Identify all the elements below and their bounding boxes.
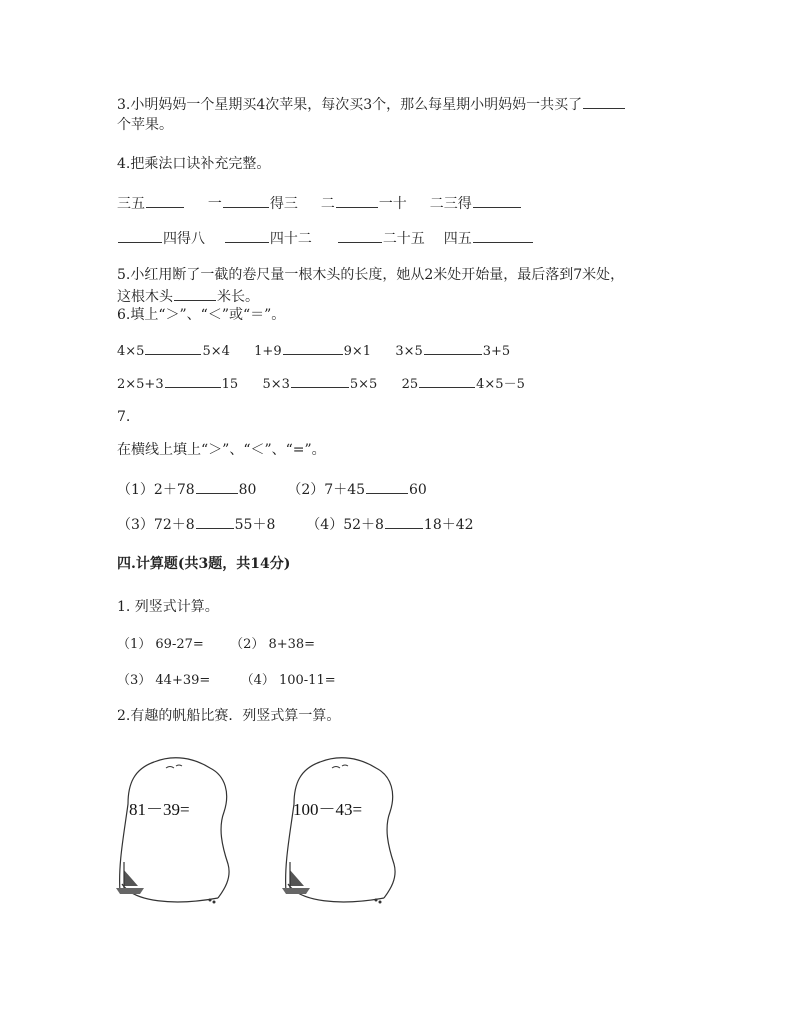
q7-blank[interactable] [196, 514, 234, 529]
calc1-title: 1. 列竖式计算。 [117, 599, 219, 615]
q3-line2: 个苹果。 [117, 117, 173, 133]
calc1-row1 [117, 636, 315, 654]
q7-blank[interactable] [385, 514, 423, 529]
q7-expr: （1）2＋78 [117, 482, 195, 498]
q4-r2-part: 四五 [443, 231, 472, 247]
q4-title: 4.把乘法口诀补充完整。 [117, 156, 271, 172]
q5-text: 米长。 [217, 289, 259, 305]
q4-row1 [117, 193, 522, 213]
q6-expr: 1+9 [254, 344, 282, 359]
q6-expr: 4×5 [117, 344, 145, 359]
q4-r1-part: 一 [207, 196, 222, 212]
q6-expr: 4×5－5 [476, 377, 525, 392]
q6-expr: 3×5 [395, 344, 423, 359]
q7-expr: （4）52＋8 [306, 517, 384, 533]
q4-blank[interactable] [225, 228, 269, 243]
q6-expr: 5×3 [262, 377, 290, 392]
q4-blank[interactable] [338, 228, 382, 243]
q4-blank[interactable] [336, 193, 378, 208]
q7-blank[interactable] [366, 479, 408, 494]
q7-expr: 60 [409, 482, 427, 498]
calc1-item: （1） 69-27= [117, 637, 204, 652]
q7-row2 [117, 514, 474, 534]
q7-expr: 80 [238, 482, 257, 498]
calc1-item: （2） 8+38= [230, 637, 316, 652]
q6-expr: 5×4 [202, 344, 230, 359]
q6-blank[interactable] [424, 340, 482, 355]
q6-row1 [117, 340, 510, 361]
q5-line2 [117, 286, 259, 306]
q4-row2 [117, 228, 534, 248]
q7-expr: 18＋42 [423, 517, 474, 533]
q4-r1-part: 三五 [117, 196, 145, 212]
q6-expr: 5×5 [349, 377, 378, 392]
sailboat-bubble-1 [114, 754, 239, 906]
q7-expr: （3）72＋8 [117, 517, 195, 533]
q4-blank[interactable] [118, 228, 162, 243]
q5-text: 这根木头 [117, 289, 173, 305]
q4-r1-part: 二三得 [429, 196, 472, 212]
q7-row1 [117, 479, 427, 499]
q6-row2 [117, 373, 525, 394]
q3-answer-blank[interactable] [583, 94, 625, 109]
q5-line1: 5.小红用断了一截的卷尺量一根木头的长度，她从2米处开始量，最后落到7米处， [117, 267, 625, 283]
q6-blank[interactable] [145, 340, 201, 355]
q5-answer-blank[interactable] [174, 286, 216, 301]
calc1-row2 [117, 672, 336, 690]
q6-expr: 25 [401, 377, 419, 392]
q6-blank[interactable] [291, 373, 349, 388]
q7-title: 在横线上填上“＞”、“＜”、“=”。 [117, 442, 326, 458]
q6-expr: 15 [221, 377, 239, 392]
calc1-item: （3） 44+39= [117, 673, 211, 688]
section-heading: 四.计算题(共3题，共14分) [117, 556, 291, 572]
calc2-expr-2: 100－43= [293, 800, 363, 819]
q7-number: 7. [117, 409, 131, 425]
q7-blank[interactable] [196, 479, 238, 494]
q7-expr: 55＋8 [234, 517, 276, 533]
q4-r1-part: 得三 [269, 196, 298, 212]
q6-expr: 2×5+3 [117, 377, 164, 392]
q4-r1-part: 一十 [378, 196, 407, 212]
calc2-expr-1: 81－39= [129, 800, 190, 819]
q4-blank[interactable] [146, 193, 184, 208]
q4-r1-part: 二 [320, 196, 335, 212]
q4-blank[interactable] [473, 193, 521, 208]
q4-r2-part: 四十二 [269, 231, 312, 247]
q4-r2-part: 四得八 [163, 231, 205, 247]
q4-r2-part: 二十五 [382, 231, 425, 247]
q3-line1 [117, 94, 626, 114]
q6-expr: 9×1 [343, 344, 372, 359]
q6-expr: 3+5 [482, 344, 511, 359]
q6-blank[interactable] [283, 340, 343, 355]
q6-blank[interactable] [419, 373, 475, 388]
q7-expr: （2）7＋45 [287, 482, 366, 498]
calc2-title: 2.有趣的帆船比赛．列竖式算一算。 [117, 708, 341, 724]
q4-blank[interactable] [473, 228, 533, 243]
q6-title: 6.填上“＞”、“＜”或“＝”。 [117, 307, 286, 323]
calc1-item: （4） 100-11= [240, 673, 336, 688]
q3-text: 3.小明妈妈一个星期买4次苹果，每次买3个，那么每星期小明妈妈一共买了 [117, 97, 583, 113]
q6-blank[interactable] [165, 373, 221, 388]
q4-blank[interactable] [223, 193, 269, 208]
sailboat-bubble-2 [280, 754, 405, 906]
